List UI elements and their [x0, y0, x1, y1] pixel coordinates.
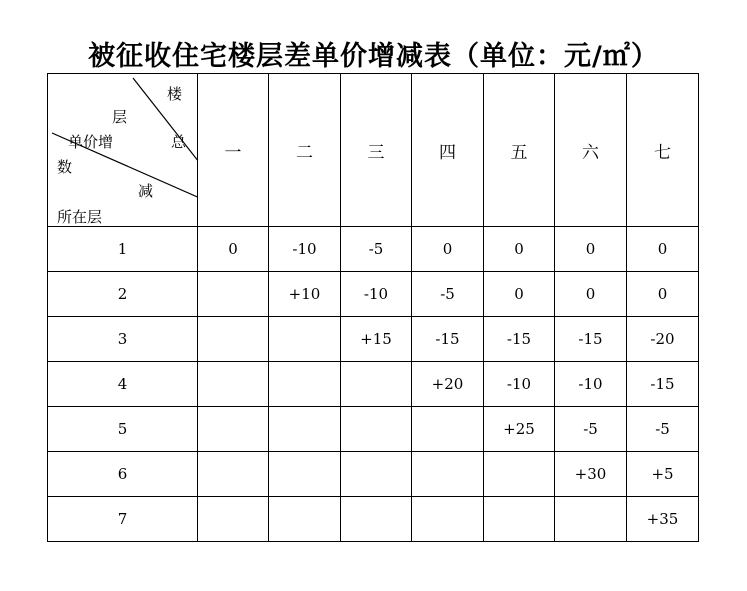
- corner-label-decrease: 减: [138, 182, 154, 200]
- price-adjustment-cell: +15: [341, 317, 412, 362]
- price-adjustment-cell: -10: [269, 227, 341, 272]
- price-adjustment-cell: -10: [484, 362, 555, 407]
- corner-label-lou: 楼: [167, 85, 183, 103]
- floor-number-cell: 6: [48, 452, 198, 497]
- price-adjustment-cell: 0: [555, 272, 627, 317]
- price-adjustment-cell: +10: [269, 272, 341, 317]
- price-adjustment-cell: [341, 362, 412, 407]
- price-adjustment-cell: [269, 452, 341, 497]
- price-adjustment-cell: 0: [627, 272, 699, 317]
- price-adjustment-cell: -15: [627, 362, 699, 407]
- table-row: [48, 407, 699, 452]
- price-adjustment-cell: [198, 272, 269, 317]
- header-row: [48, 74, 699, 227]
- price-adjustment-cell: 0: [412, 227, 484, 272]
- column-header-total-floors: 三: [341, 74, 412, 227]
- floor-number-cell: 1: [48, 227, 198, 272]
- column-header-total-floors: 二: [269, 74, 341, 227]
- column-header-total-floors: 六: [555, 74, 627, 227]
- table-row: [48, 362, 699, 407]
- floor-number-cell: 3: [48, 317, 198, 362]
- corner-label-zong: 总: [171, 133, 187, 151]
- price-adjustment-cell: [341, 452, 412, 497]
- price-adjustment-cell: +20: [412, 362, 484, 407]
- price-adjustment-cell: [412, 407, 484, 452]
- price-adjustment-cell: [198, 497, 269, 542]
- price-adjustment-cell: -15: [555, 317, 627, 362]
- price-adjustment-cell: [198, 317, 269, 362]
- price-adjustment-cell: [341, 497, 412, 542]
- price-adjustment-cell: 0: [484, 272, 555, 317]
- corner-label-increase: 单价增: [68, 133, 114, 151]
- price-adjustment-cell: -20: [627, 317, 699, 362]
- floor-number-cell: 7: [48, 497, 198, 542]
- price-adjustment-cell: [198, 362, 269, 407]
- price-adjustment-cell: 0: [484, 227, 555, 272]
- diagonal-header-cell: [48, 74, 198, 227]
- price-adjustment-cell: -10: [341, 272, 412, 317]
- price-adjustment-cell: -15: [412, 317, 484, 362]
- corner-label-current-floor: 所在层: [57, 208, 103, 226]
- price-adjustment-cell: -5: [627, 407, 699, 452]
- price-adjustment-cell: 0: [555, 227, 627, 272]
- corner-label-shu: 数: [57, 158, 73, 176]
- column-header-total-floors: 四: [412, 74, 484, 227]
- floor-price-table: [47, 73, 699, 542]
- price-adjustment-cell: 0: [198, 227, 269, 272]
- price-adjustment-cell: [269, 362, 341, 407]
- price-adjustment-cell: [198, 407, 269, 452]
- column-header-total-floors: 一: [198, 74, 269, 227]
- price-adjustment-cell: [412, 452, 484, 497]
- page-title: 被征收住宅楼层差单价增减表（单位：元/㎡）: [88, 41, 659, 72]
- table-row: [48, 452, 699, 497]
- price-adjustment-cell: +35: [627, 497, 699, 542]
- table-row: [48, 497, 699, 542]
- corner-label-ceng: 层: [112, 108, 128, 126]
- price-adjustment-cell: +5: [627, 452, 699, 497]
- price-adjustment-cell: [198, 452, 269, 497]
- price-adjustment-cell: -5: [555, 407, 627, 452]
- floor-number-cell: 2: [48, 272, 198, 317]
- table-row: [48, 317, 699, 362]
- column-header-total-floors: 五: [484, 74, 555, 227]
- price-adjustment-cell: [484, 452, 555, 497]
- price-adjustment-cell: [341, 407, 412, 452]
- price-adjustment-cell: +30: [555, 452, 627, 497]
- price-adjustment-cell: 0: [627, 227, 699, 272]
- price-adjustment-cell: -15: [484, 317, 555, 362]
- diagonal-line-top: [133, 78, 198, 171]
- table-row: [48, 227, 699, 272]
- price-adjustment-cell: [555, 497, 627, 542]
- floor-number-cell: 4: [48, 362, 198, 407]
- price-adjustment-cell: -5: [341, 227, 412, 272]
- price-adjustment-cell: [269, 497, 341, 542]
- price-adjustment-cell: -10: [555, 362, 627, 407]
- price-adjustment-cell: [412, 497, 484, 542]
- price-adjustment-cell: [484, 497, 555, 542]
- price-adjustment-cell: [269, 407, 341, 452]
- column-header-total-floors: 七: [627, 74, 699, 227]
- floor-number-cell: 5: [48, 407, 198, 452]
- price-adjustment-cell: -5: [412, 272, 484, 317]
- price-adjustment-cell: [269, 317, 341, 362]
- table-row: [48, 272, 699, 317]
- price-adjustment-cell: +25: [484, 407, 555, 452]
- table-body: [48, 74, 699, 542]
